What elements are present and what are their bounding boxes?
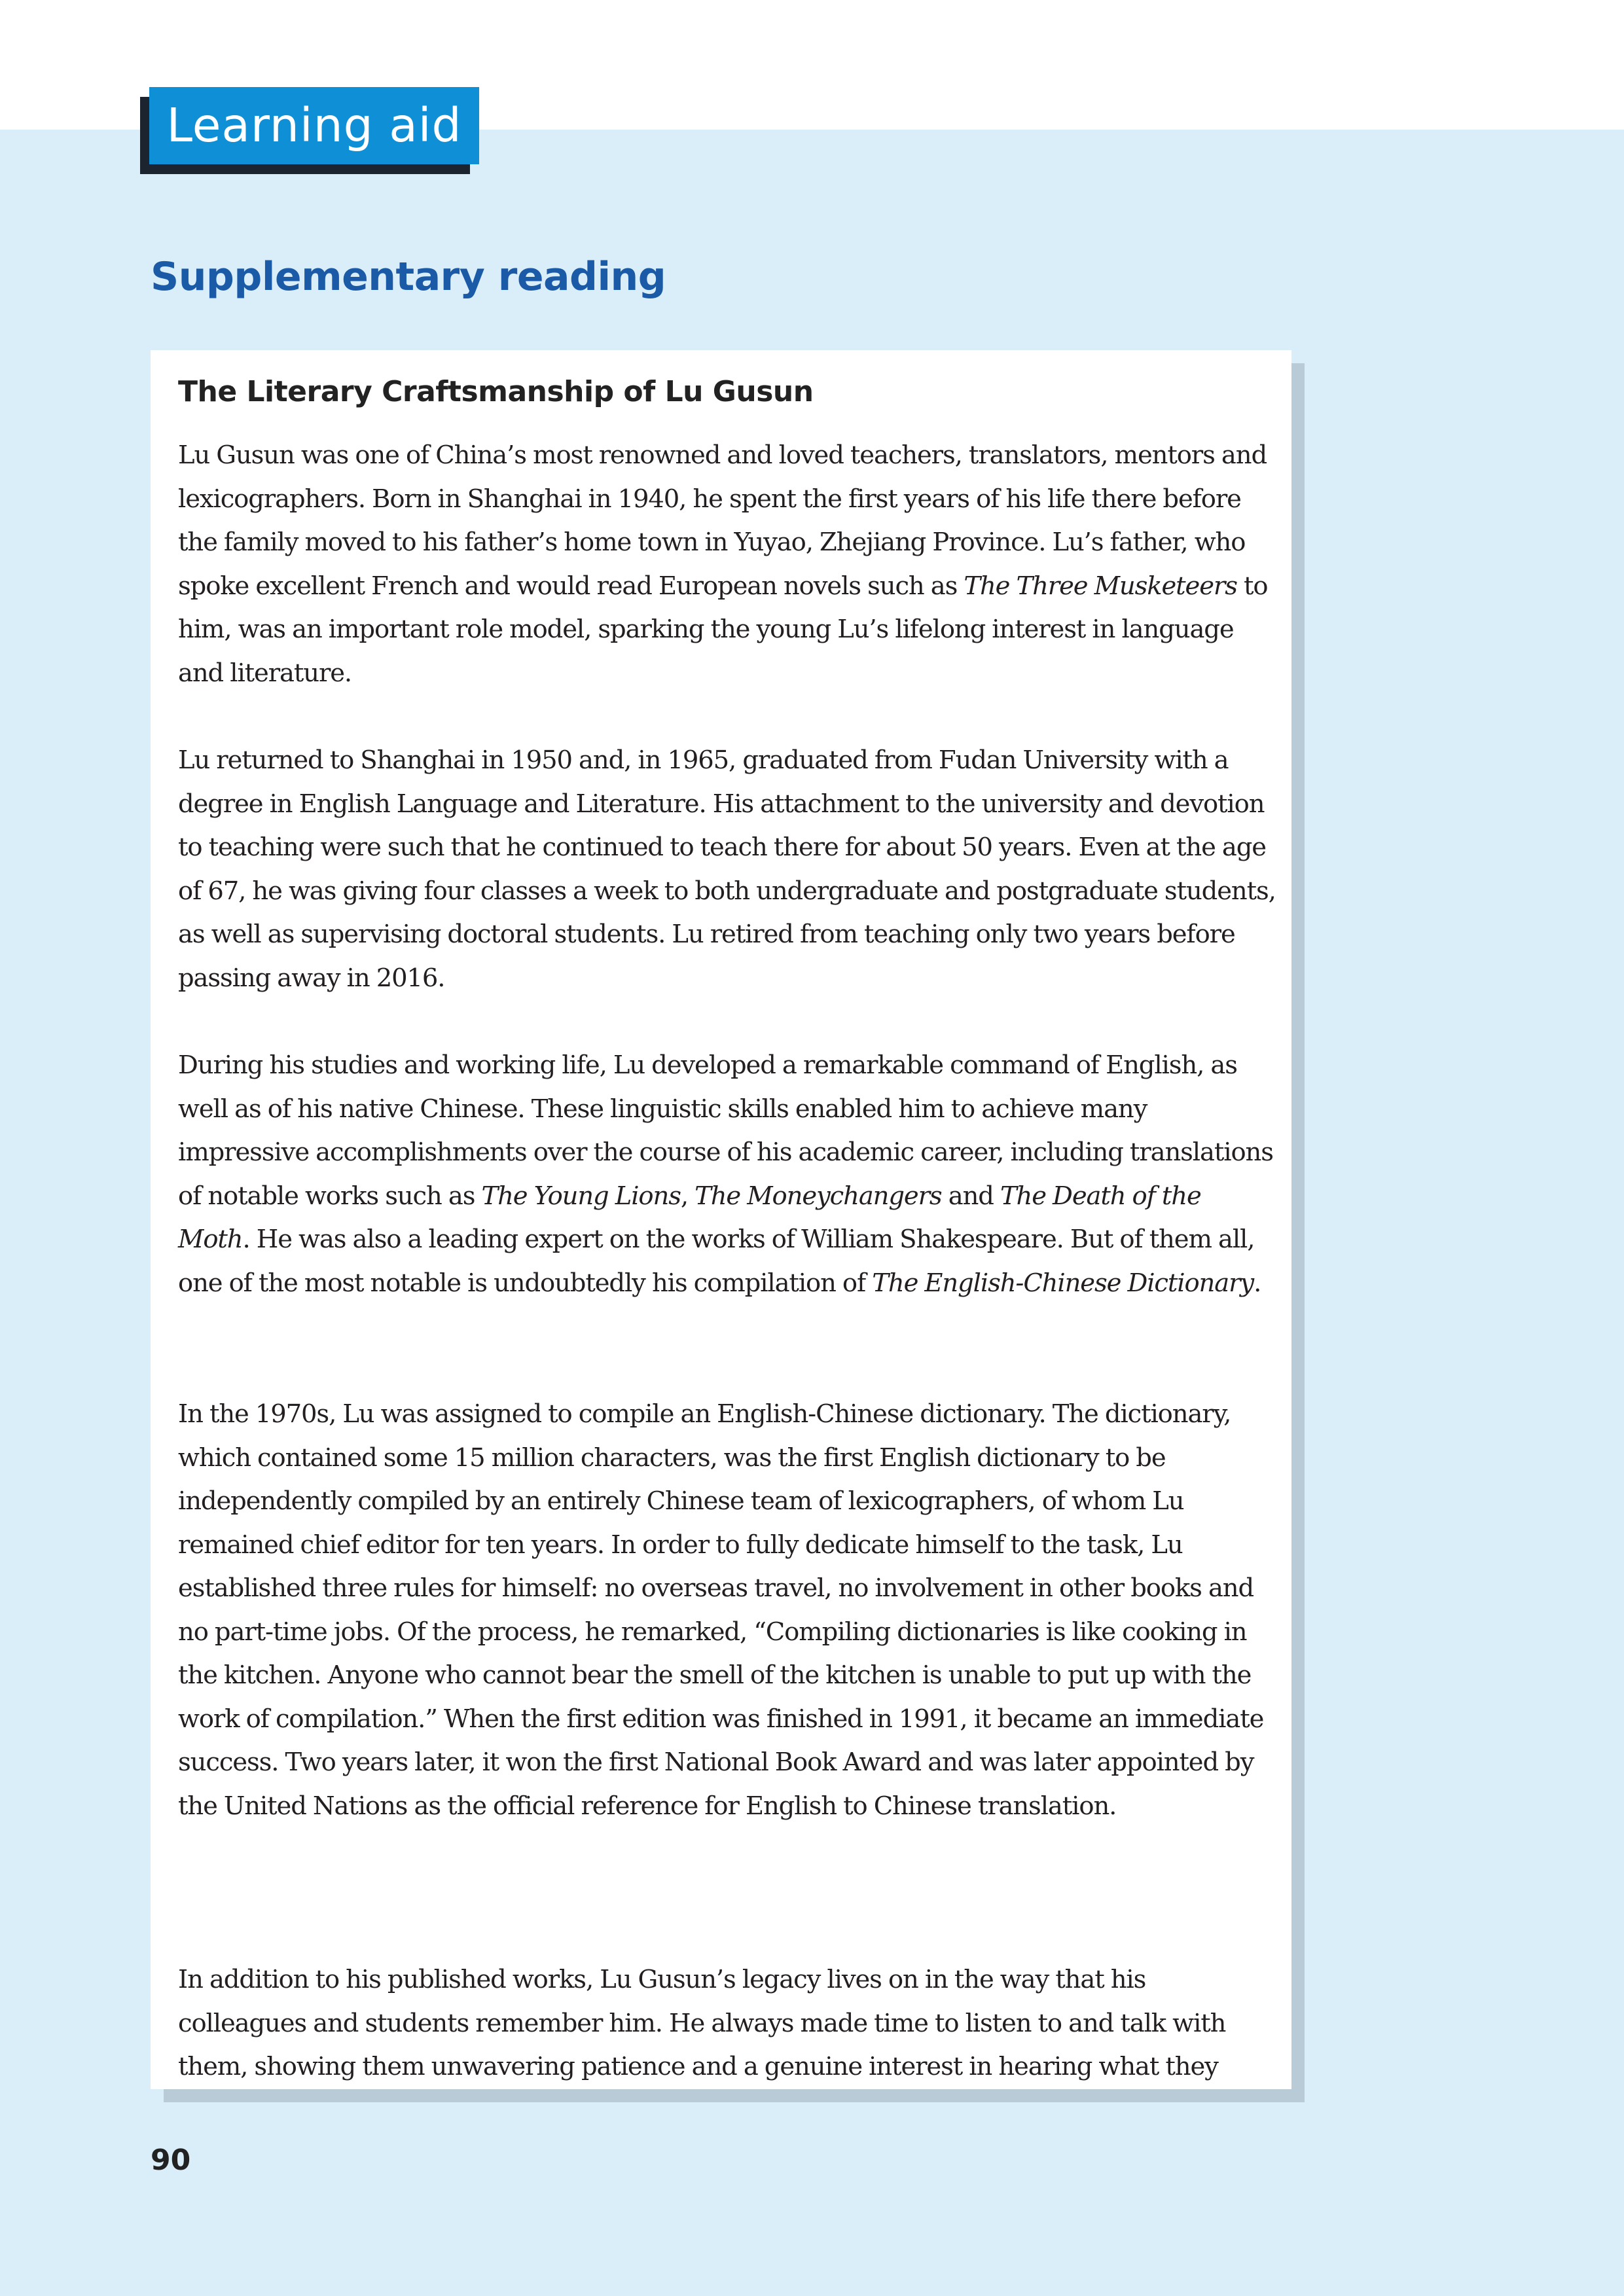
- section-title: Supplementary reading: [151, 254, 666, 300]
- work-title: The English-Chinese Dictionary: [872, 1268, 1254, 1298]
- reading-card: [151, 350, 1291, 2089]
- article-paragraph-2: Lu returned to Shanghai in 1950 and, in 1965, graduated from Fudan University with a degree in English Language and Literature. His attachment to the university and devotion to teaching were such that he continued to teach there for about 50 years. Even at the age of 67, he was giving four classes a week to both undergraduate and postgraduate students, as well as supervising doctoral students. Lu retired from teaching only two years before passing away in 2016.: [178, 745, 1276, 993]
- learning-aid-tag: Learning aid: [149, 87, 479, 164]
- article-paragraph-3: During his studies and working life, Lu developed a remarkable command of English, as well as of his native Chinese. These linguistic skills enabled him to achieve many impressive accomplishments over the course of his academic career, including translations of notable works such as The Young Lions, The Moneychangers and The Death of the Moth. He was also a leading expert on the works of William Shakespeare. But of them all, one of the most notable is undoubtedly his compilation of The English-Chinese Dictionary.: [178, 1050, 1273, 1298]
- work-title: The Young Lions: [481, 1181, 681, 1211]
- article-paragraph-1: Lu Gusun was one of China’s most renowned and loved teachers, translators, mentors and lexicographers. Born in Shanghai in 1940, he spent the first years of his life there before the family moved to his father’s home town in Yuyao, Zhejiang Province. Lu’s father, who spoke excellent French and would read European novels such as The Three Musketeers to him, was an important role model, sparking the young Lu’s lifelong interest in language and literature.: [178, 440, 1268, 688]
- article-title: The Literary Craftsmanship of Lu Gusun: [178, 375, 814, 408]
- article-paragraph-4: In the 1970s, Lu was assigned to compile an English-Chinese dictionary. The dictionary, which contained some 15 million characters, was the first English dictionary to be independently compiled by an entirely Chinese team of lexicographers, of whom Lu remained chief editor for ten years. In order to fully dedicate himself to the task, Lu established three rules for himself: no overseas travel, no involvement in other books and no part-time jobs. Of the process, he remarked, “Compiling dictionaries is like cooking in the kitchen. Anyone who cannot bear the smell of the kitchen is unable to put up with the work of compilation.” When the first edition was finished in 1991, it became an immediate success. Two years later, it won the first National Book Award and was later appointed by the United Nations as the official reference for English to Chinese translation.: [178, 1399, 1264, 1821]
- page-number: 90: [151, 2144, 191, 2177]
- article-paragraph-5: In addition to his published works, Lu Gusun’s legacy lives on in the way that his colleagues and students remember him. He always made time to listen to and talk with them, showing them unwavering patience and a genuine interest in hearing what they: [178, 1965, 1226, 2081]
- work-title: The Moneychangers: [695, 1181, 942, 1211]
- work-title: The Death of the Moth: [178, 1181, 1201, 1254]
- work-title: The Three Musketeers: [964, 571, 1237, 601]
